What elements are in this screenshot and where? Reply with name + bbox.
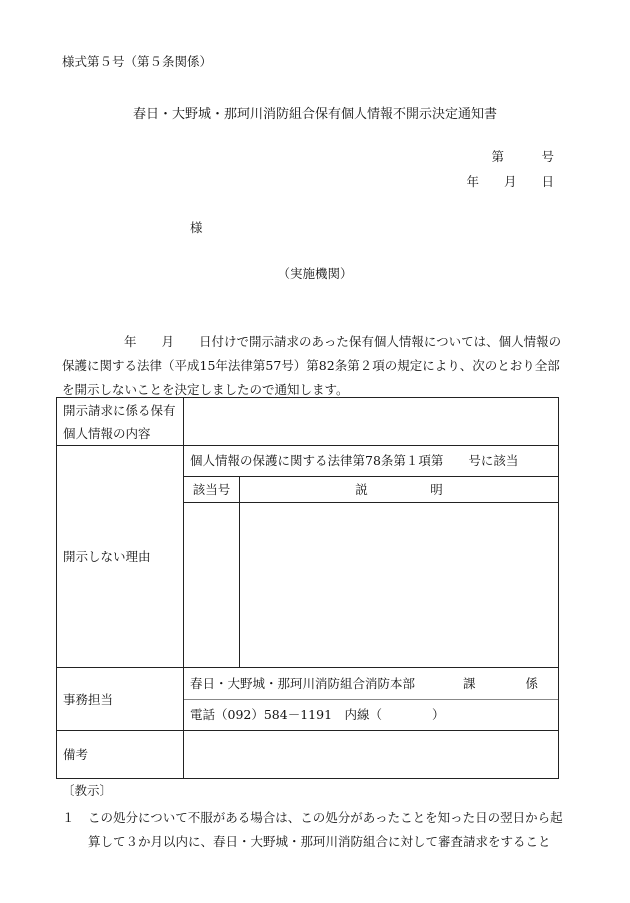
document-title: 春日・大野城・那珂川消防組合保有個人情報不開示決定通知書 <box>132 107 497 122</box>
notice-item-1-number: １ <box>62 810 75 825</box>
reason-law-text: 個人情報の保護に関する法律第78条第１項第 号に該当 <box>184 446 558 477</box>
contact-department: 春日・大野城・那珂川消防組合消防本部 <box>190 676 416 691</box>
content-value-cell <box>184 398 559 446</box>
body-paragraph: 年 月 日付けで開示請求のあった保有個人情報については、個人情報の保護に関する法律（平成15年法律第57号）第82条第２項の規定により、次のとおり全部を開示しないことを決定しましたので通知します。 <box>62 334 562 397</box>
remarks-cell <box>184 731 559 779</box>
explanation-cell <box>240 503 558 667</box>
contact-dept-line <box>184 668 558 700</box>
addressee-honorific: 様 <box>190 220 203 235</box>
notice-item-1 <box>62 806 572 854</box>
contact-section: 課 係 <box>463 676 539 691</box>
reason-label: 開示しない理由 <box>57 446 184 668</box>
remarks-label: 備考 <box>57 731 184 779</box>
applicable-item-header: 該当号 <box>184 477 240 502</box>
applicable-item-cell <box>184 503 240 667</box>
contact-label: 事務担当 <box>57 668 184 731</box>
form-number: 様式第５号（第５条関係） <box>62 54 213 69</box>
issuing-agency: （実施機関） <box>277 266 353 281</box>
content-label: 開示請求に係る保有個人情報の内容 <box>57 398 184 446</box>
contact-row <box>57 668 559 731</box>
reason-row <box>57 446 559 668</box>
remarks-row <box>57 731 559 779</box>
body-paragraph-block <box>62 330 570 402</box>
content-row <box>57 398 559 446</box>
contact-phone: 電話（092）584－1191 内線（ ） <box>190 707 445 722</box>
reason-cell <box>184 446 559 668</box>
decision-table <box>56 397 559 779</box>
document-date-line: 年 月 日 <box>466 174 554 189</box>
reason-body <box>184 503 558 667</box>
explanation-header: 説 明 <box>355 482 443 497</box>
document-number-line: 第 号 <box>491 149 554 164</box>
reason-subheader <box>184 477 558 503</box>
notice-item-1-text: この処分について不服がある場合は、この処分があったことを知った日の翌日から起算して３か月以内に、春日・大野城・那珂川消防組合に対して審査請求をすること <box>88 810 563 849</box>
contact-cell <box>184 668 559 731</box>
notice-heading: 〔教示〕 <box>62 783 113 798</box>
